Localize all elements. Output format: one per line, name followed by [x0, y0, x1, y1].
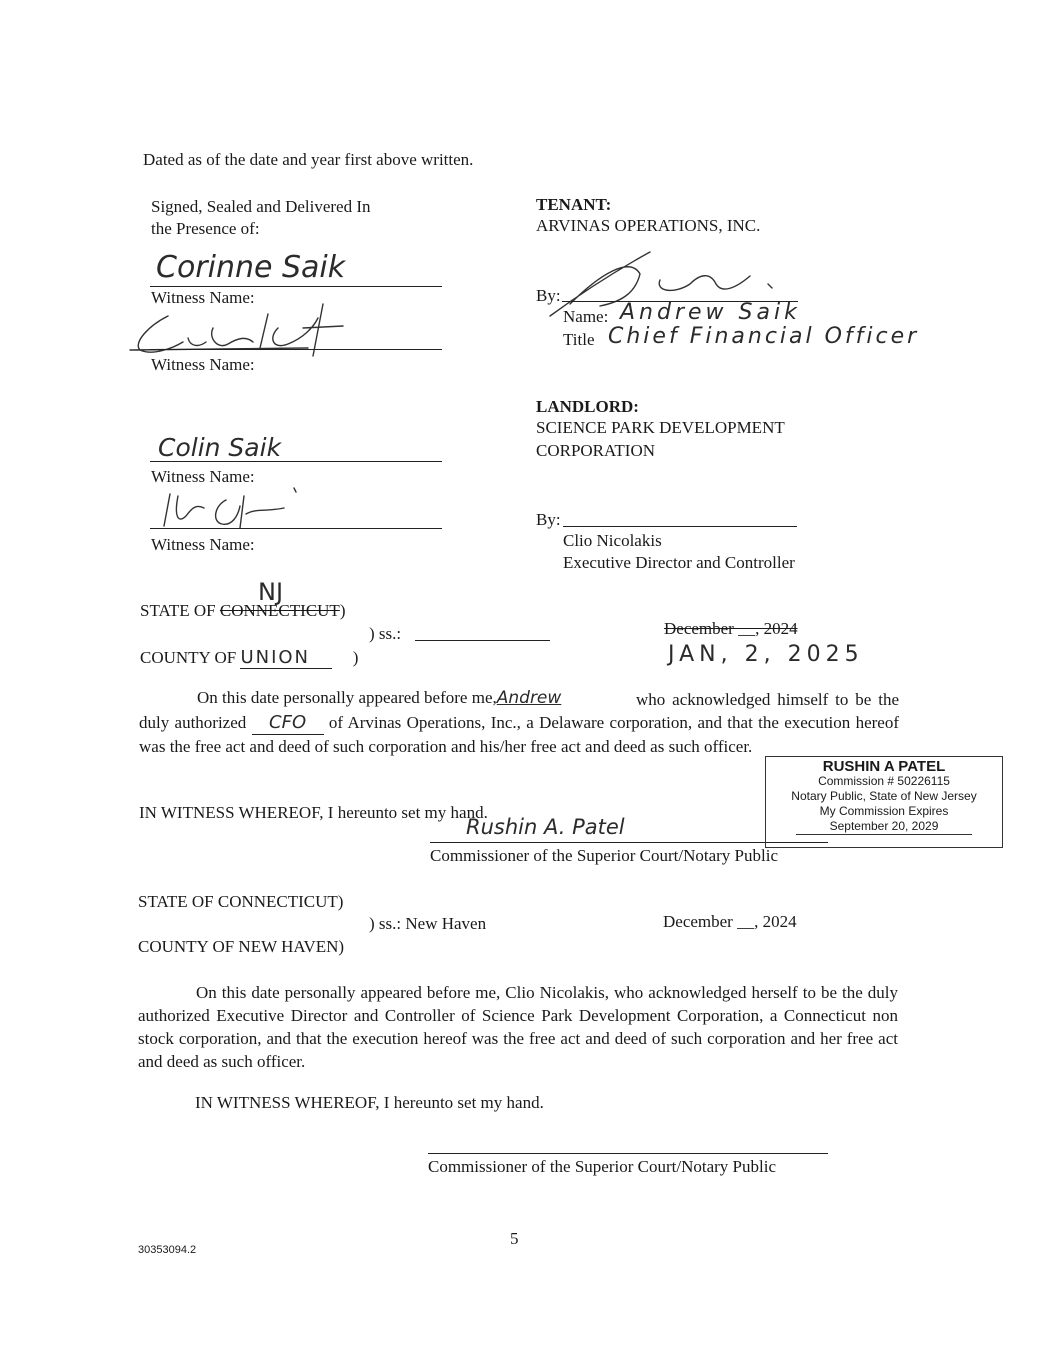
witness-4-label: Witness Name: [151, 535, 255, 554]
witness-3-handwritten-name: Colin Saik [158, 433, 282, 462]
state-struck: CONNECTICUT [219, 601, 340, 620]
state-label: STATE OF [140, 601, 216, 620]
tenant-by-label: By: [536, 286, 561, 305]
witness-heading-line2: the Presence of: [151, 219, 260, 238]
ack2-paragraph: On this date personally appeared before me, Clio Nicolakis, who acknowledged herself to be the duly authorized Executive Director and Controller of Science Park Development Corporation, a Connecticut non stock corporation, and that the execution hereof was the free act and deed of such corporation and her free act and deed as such officer. [138, 983, 898, 1071]
ss-blank-line [415, 640, 550, 641]
county-line-1: COUNTY OF UNION ) [140, 647, 359, 668]
stamp-line4: My Commission Expires [819, 804, 949, 818]
page-number: 5 [510, 1229, 519, 1248]
tenant-title-label: Title [563, 330, 595, 349]
witness-3-label: Witness Name: [151, 467, 255, 486]
ack2-county-line: COUNTY OF NEW HAVEN) [138, 937, 345, 956]
tenant-name-handwritten: Andrew Saik [620, 300, 801, 325]
stamp-commission: Commission # 50226115 [818, 774, 950, 788]
stamp-line3: Notary Public, State of New Jersey [791, 789, 977, 803]
notary-stamp [765, 756, 1003, 848]
tenant-heading: TENANT: [536, 195, 612, 214]
state-line-1: STATE OF CONNECTICUT) [140, 601, 346, 620]
notary2-commissioner-label: Commissioner of the Superior Court/Notary Public [428, 1157, 776, 1176]
ack1-text-part1: On this date personally appeared before me, [197, 688, 497, 707]
landlord-company-line1: SCIENCE PARK DEVELOPMENT [536, 418, 785, 437]
notary2-signature-line[interactable] [428, 1153, 828, 1154]
stamp-line5: September 20, 2029 [796, 819, 972, 835]
date-handwritten: JAN, 2, 2025 [668, 642, 864, 667]
ack2-witness-whereof: IN WITNESS WHEREOF, I hereunto set my hand. [195, 1093, 544, 1112]
ack2-ss-line: ) ss.: New Haven [369, 914, 487, 933]
stamp-name: RUSHIN A PATEL [822, 758, 946, 775]
date-struck: December __, 2024 [664, 619, 798, 638]
notary1-commissioner-label: Commissioner of the Superior Court/Notary Public [430, 846, 778, 865]
witness-1-label: Witness Name: [151, 288, 255, 307]
county-handwritten: UNION [240, 647, 311, 668]
ack1-text-part2: who acknowledged himself to be the duly authorized [139, 690, 899, 732]
witness-2-label: Witness Name: [151, 355, 255, 374]
ack1-witness-whereof: IN WITNESS WHEREOF, I hereunto set my hand. [139, 803, 488, 822]
dated-line: Dated as of the date and year first above written. [143, 150, 474, 169]
ack1-handwritten-name: Andrew [496, 688, 562, 708]
doc-id: 30353094.2 [138, 1244, 197, 1256]
landlord-signer-title: Executive Director and Controller [563, 553, 795, 572]
witness-1-handwritten-name: Corinne Saik [156, 250, 346, 285]
ack2-date: December __, 2024 [663, 912, 797, 931]
witness-1-signature-line [150, 286, 442, 287]
county-label: COUNTY OF [140, 648, 237, 667]
ack1-paragraph [139, 688, 899, 758]
tenant-company: ARVINAS OPERATIONS, INC. [536, 216, 761, 235]
ack1-handwritten-role: CFO [269, 712, 307, 733]
ack2-state-line: STATE OF CONNECTICUT) [138, 892, 344, 911]
tenant-title-handwritten: Chief Financial Officer [608, 324, 920, 349]
witness-heading-line1: Signed, Sealed and Delivered In [151, 197, 371, 216]
landlord-company-line2: CORPORATION [536, 441, 656, 460]
witness-3-signature-line [150, 461, 442, 462]
ack1-text-part3: of Arvinas Operations, Inc., a Delaware corporation, and that the execution hereof was the free act and deed of such corporation and his/her free act and deed as such officer. [139, 713, 899, 756]
landlord-signer-name: Clio Nicolakis [563, 531, 662, 550]
witness-4-signature-line [150, 528, 442, 529]
notary-signature: Rushin A. Patel [466, 815, 625, 839]
state-handwritten: NJ [258, 578, 284, 606]
tenant-name-label: Name: [563, 307, 609, 326]
landlord-heading: LANDLORD: [536, 397, 639, 416]
landlord-by-label: By: [536, 510, 561, 529]
witness-2-signature-line [150, 349, 442, 350]
ss-label: ) ss.: [369, 624, 402, 643]
landlord-signature-line[interactable] [563, 526, 797, 527]
